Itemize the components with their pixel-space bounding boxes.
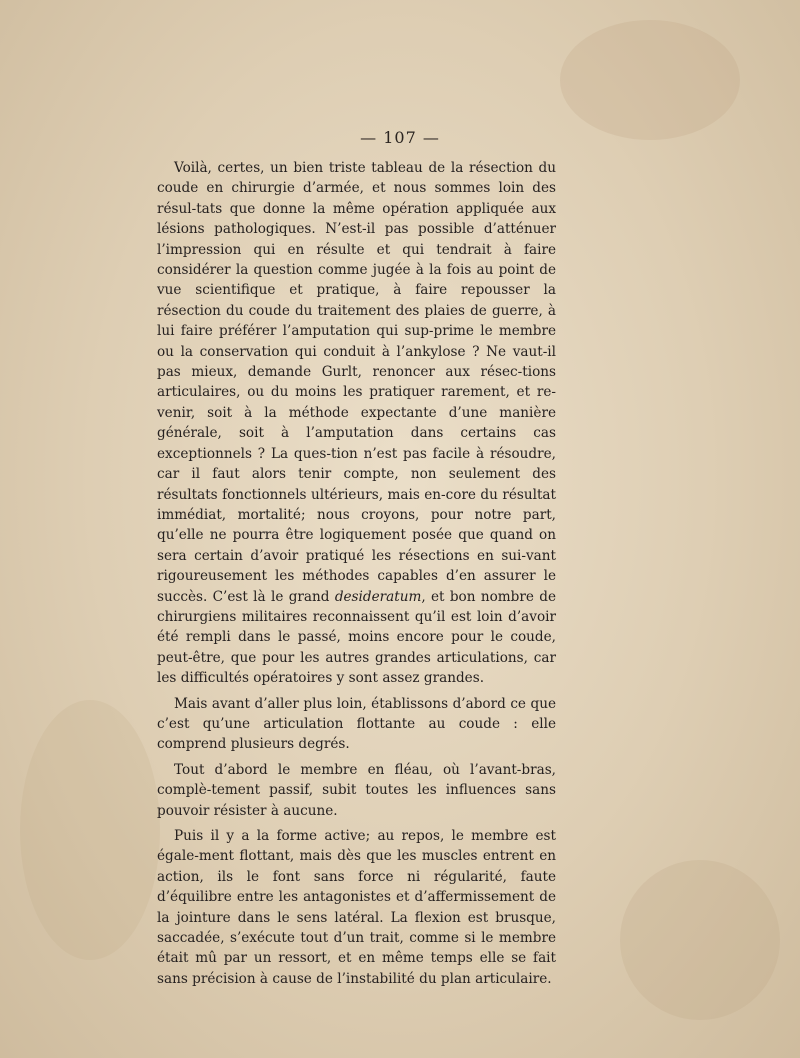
paragraph-2: Mais avant d’aller plus loin, établissons d’abord ce que c’est qu’une articulation flottante au coude : elle comprend plusieurs degrés.	[157, 695, 556, 753]
paragraph-1	[157, 158, 556, 689]
paper-stain	[560, 20, 740, 140]
paper-stain	[20, 700, 160, 960]
page-number: — 107 —	[360, 128, 440, 147]
emphasis-desideratum: desideratum	[334, 588, 422, 605]
paragraph-4: Puis il y a la forme active; au repos, le membre est égale-ment flottant, mais dès que les muscles entrent en action, ils le font sans force ni régularité, faute d’équilibre entre les antagonistes et d’affermissement de la jointure dans le sens latéral. La flexion est brusque, saccadée, s’exécute tout d’un trait, comme si le membre était mû par un ressort, et en même temps elle se fait sans précision à cause de l’instabilité du plan articulaire.	[157, 828, 556, 987]
paragraph-1-text-after: , et bon nombre de chirurgiens militaires reconnaissent qu’il est loin d’avoir été rempli dans le passé, moins encore pour le coude, peut-être, que pour les autres grandes articulations, car les difficultés opératoires y sont assez grandes.	[157, 588, 556, 687]
paragraph-1-text-before: Voilà, certes, un bien triste tableau de la résection du coude en chirurgie d’armée, et nous sommes loin des résul-tats que donne la même opération appliquée aux lésions pathologiques. N’est-il pas possible d’atténuer l’impression qui en résulte et qui tendrait à faire considérer la question comme jugée à la fois au point de vue scientifique et pratique, à faire repousser la résection du coude du traitement des plaies de guerre, à lui faire préférer l’amputation qui sup-prime le membre ou la conservation qui conduit à l’ankylose ? Ne vaut-il pas mieux, demande Gurlt, renoncer aux résec-tions articulaires, ou du moins les pratiquer rarement, et re-venir, soit à la méthode expectante d’une manière générale, soit à l’amputation dans certains cas exceptionnels ? La ques-tion n’est pas facile à résoudre, car il faut alors tenir compte, non seulement des résultats fonctionnels ultérieurs, mais en-core du résultat immédiat, mortalité; nous croyons, pour notre part, qu’elle ne pourra être logiquement posée que quand on sera certain d’avoir pratiqué les résections en sui-vant rigoureusement les méthodes capables d’en assurer le succès. C’est là le grand	[157, 160, 556, 605]
paragraph-3: Tout d’abord le membre en fléau, où l’avant-bras, complè-tement passif, subit toutes les influences sans pouvoir résister à aucune.	[157, 761, 556, 819]
body-text	[157, 158, 556, 989]
paper-stain	[620, 860, 780, 1020]
